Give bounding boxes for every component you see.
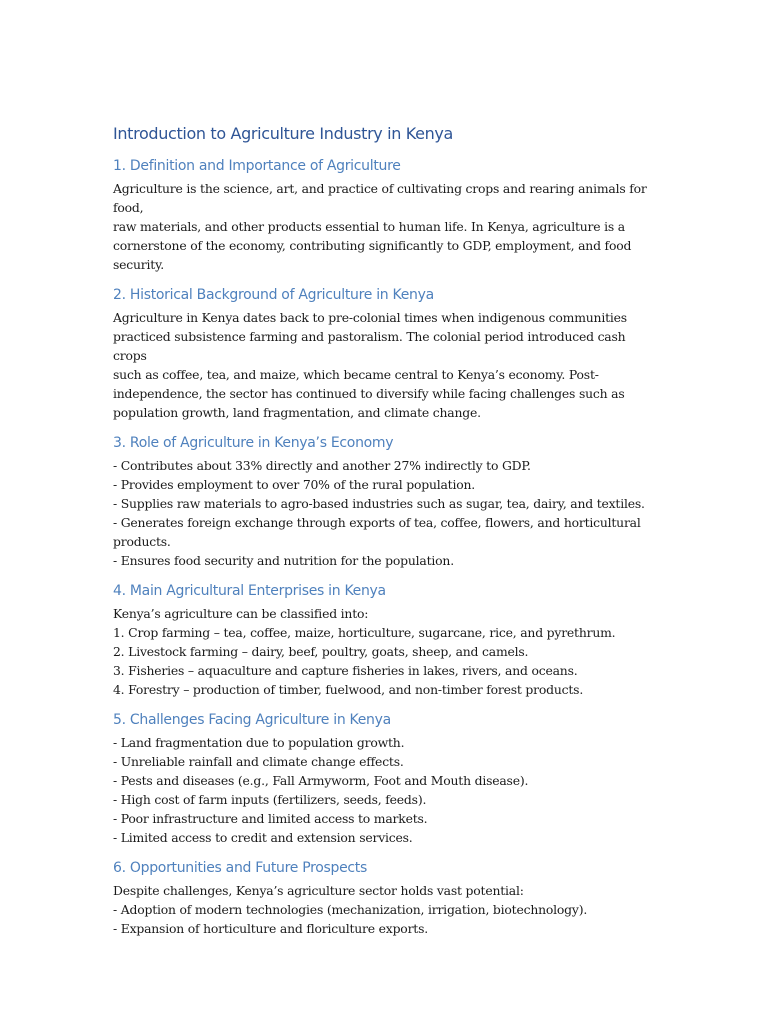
section-text-line: population growth, land fragmentation, and climate change. [113,405,481,420]
section-text-line: 3. Fisheries – aquaculture and capture fisheries in lakes, rivers, and oceans. [113,663,578,678]
section-text-line: Despite challenges, Kenya’s agriculture sector holds vast potential: [113,883,524,898]
section-text-line: Kenya’s agriculture can be classified into: [113,606,369,621]
section-text-line: - Expansion of horticulture and floriculture exports. [113,921,428,936]
section-text-line: products. [113,534,171,549]
section-text-line: - Supplies raw materials to agro-based industries such as sugar, tea, dairy, and textiles. [113,496,645,511]
section-6 [113,858,658,938]
section-text-line: such as coffee, tea, and maize, which became central to Kenya’s economy. Post- [113,367,599,382]
section-text-line: - Provides employment to over 70% of the rural population. [113,477,476,492]
section-text-line: - Ensures food security and nutrition for the population. [113,553,454,568]
section-text-line: - Land fragmentation due to population growth. [113,735,405,750]
section-text-line: 2. Livestock farming – dairy, beef, poultry, goats, sheep, and camels. [113,644,529,659]
section-text-line: raw materials, and other products essential to human life. In Kenya, agriculture is a [113,219,625,234]
section-5 [113,710,658,847]
document-body [113,123,658,949]
section-text-line: security. [113,257,164,272]
section-text-line: - Generates foreign exchange through exports of tea, coffee, flowers, and horticultural [113,515,641,530]
section-text-line: - Adoption of modern technologies (mechanization, irrigation, biotechnology). [113,902,588,917]
section-3 [113,433,658,570]
section-text-line: Agriculture in Kenya dates back to pre-colonial times when indigenous communities [113,310,627,325]
section-heading: 6. Opportunities and Future Prospects [113,860,367,876]
section-heading: 3. Role of Agriculture in Kenya’s Economy [113,435,394,451]
section-text-line: practiced subsistence farming and pastoralism. The colonial period introduced cash crops [113,329,626,363]
section-text-line: - High cost of farm inputs (fertilizers, seeds, feeds). [113,792,427,807]
section-text-line: cornerstone of the economy, contributing significantly to GDP, employment, and food [113,238,632,253]
section-text-line: - Unreliable rainfall and climate change effects. [113,754,404,769]
document-title: Introduction to Agriculture Industry in Kenya [113,124,453,143]
section-4 [113,581,658,699]
section-text-line: independence, the sector has continued to diversify while facing challenges such as [113,386,625,401]
section-text-line: 1. Crop farming – tea, coffee, maize, horticulture, sugarcane, rice, and pyrethrum. [113,625,616,640]
section-heading: 1. Definition and Importance of Agriculture [113,158,401,174]
section-text-line: - Contributes about 33% directly and another 27% indirectly to GDP. [113,458,531,473]
section-text-line: Agriculture is the science, art, and practice of cultivating crops and rearing animals for food, [113,181,647,215]
section-heading: 5. Challenges Facing Agriculture in Kenya [113,712,391,728]
section-2 [113,285,658,422]
section-text-line: - Limited access to credit and extension services. [113,830,413,845]
section-heading: 2. Historical Background of Agriculture in Kenya [113,287,434,303]
section-text-line: 4. Forestry – production of timber, fuelwood, and non-timber forest products. [113,682,584,697]
sections-container [113,156,658,938]
section-heading: 4. Main Agricultural Enterprises in Kenya [113,583,386,599]
section-1 [113,156,658,274]
section-text-line: - Poor infrastructure and limited access to markets. [113,811,428,826]
section-text-line: - Pests and diseases (e.g., Fall Armyworm, Foot and Mouth disease). [113,773,529,788]
